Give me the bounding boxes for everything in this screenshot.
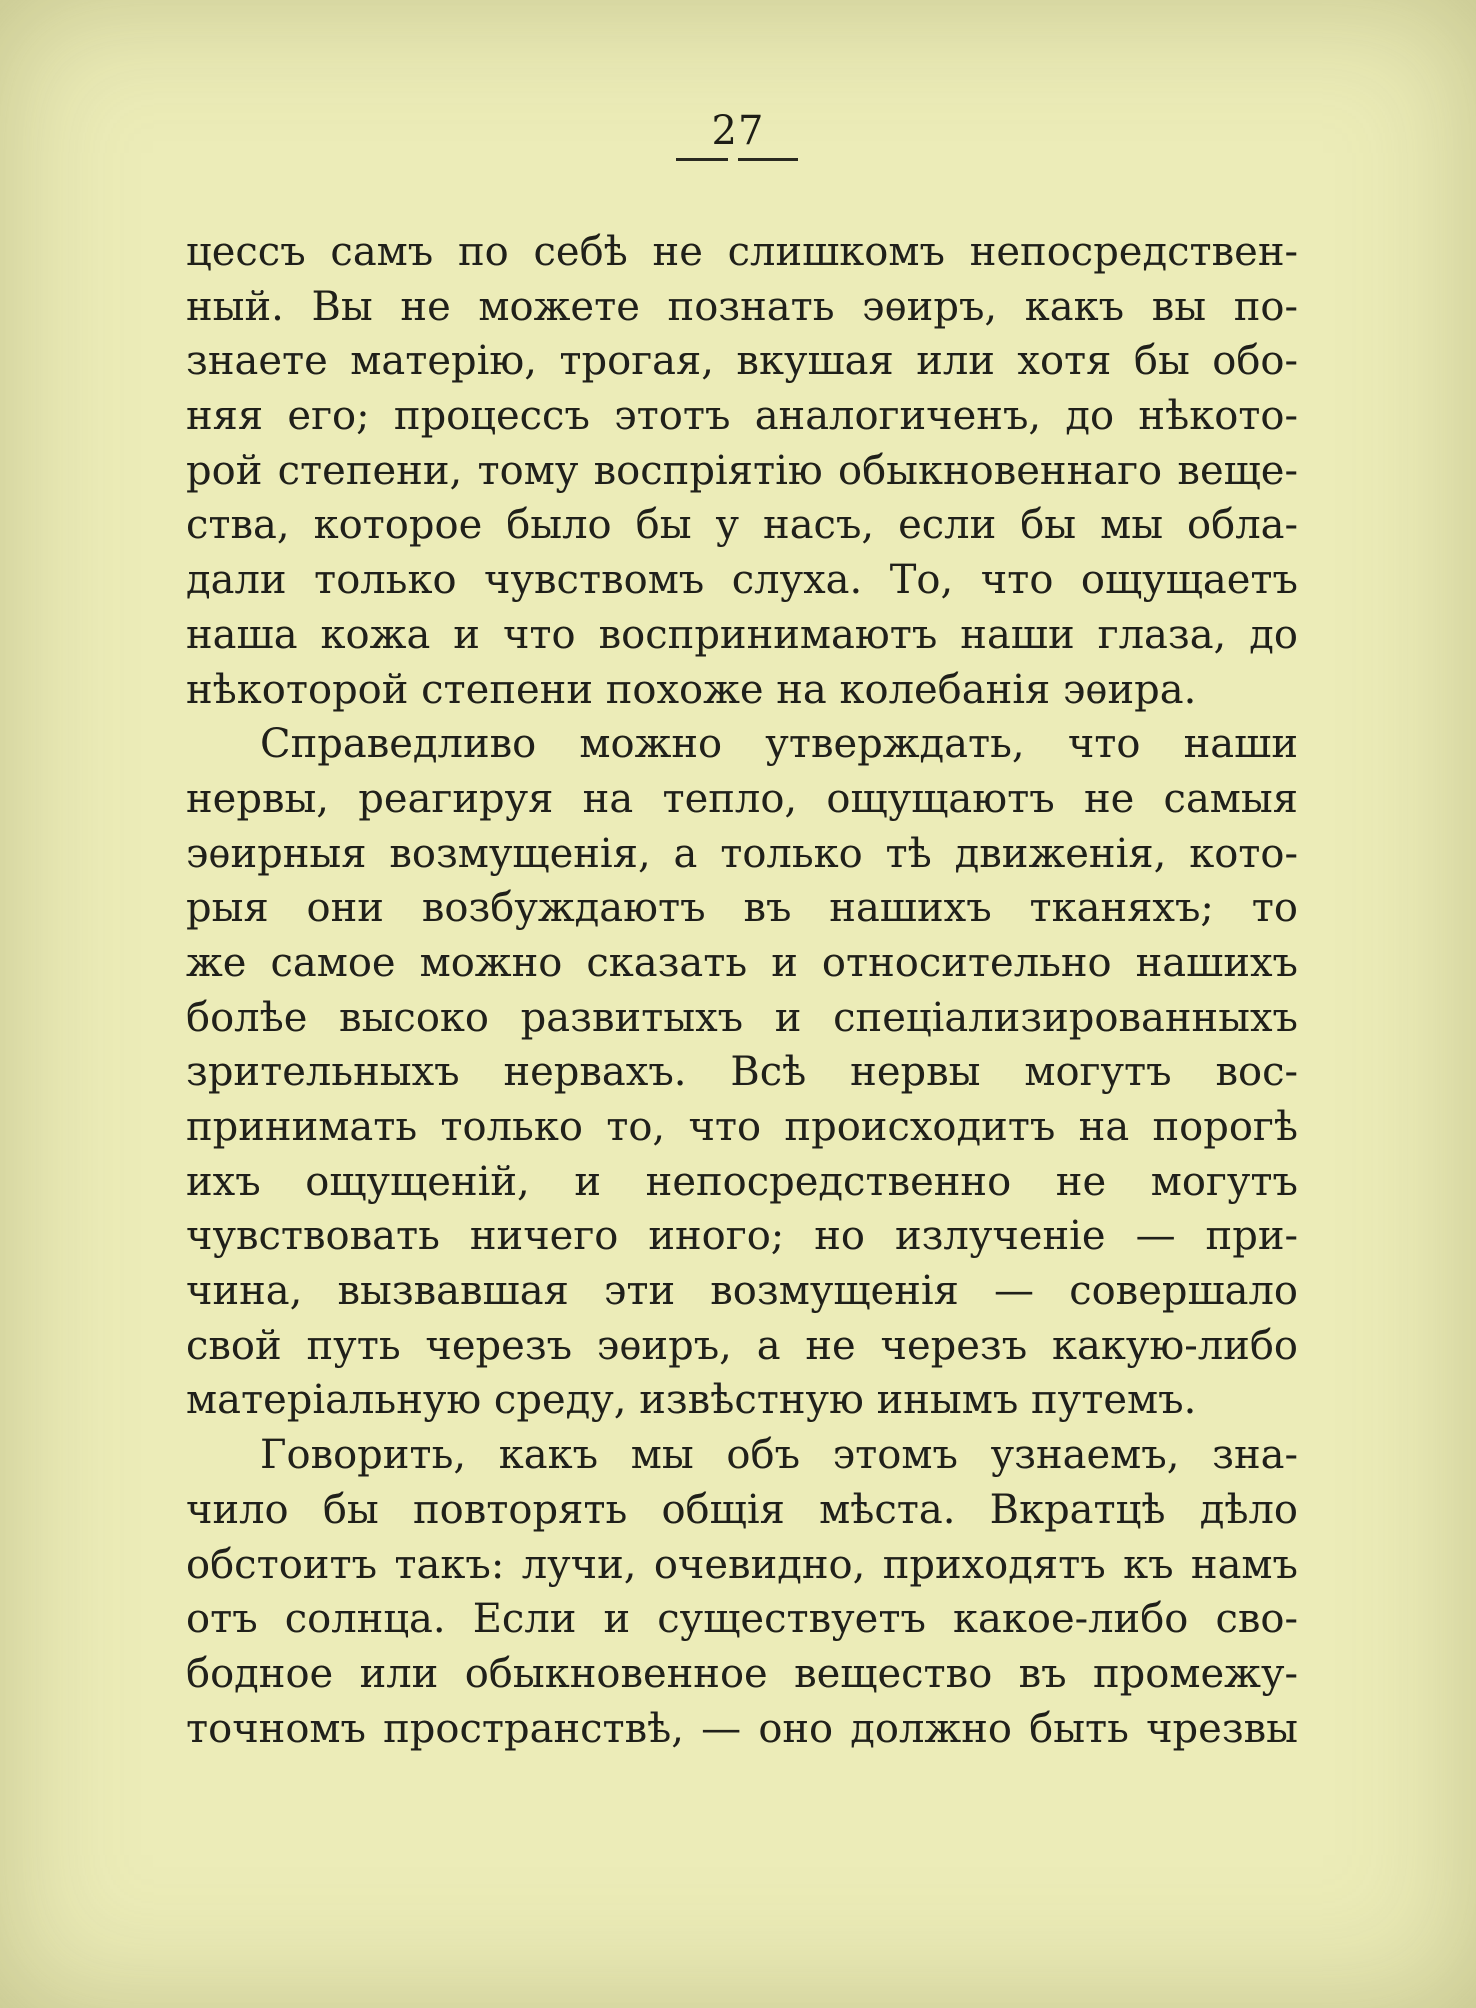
text-line: Говорить, какъ мы объ этомъ узнаемъ, зна- xyxy=(260,1432,1298,1479)
text-line: цессъ самъ по себѣ не слишкомъ непосредствен- xyxy=(186,229,1298,275)
text-line: наша кожа и что воспринимаютъ наши глаза, до xyxy=(186,611,1298,658)
text-line: эѳирныя возмущенія, а только тѣ движенія, кото- xyxy=(186,830,1298,877)
text-line: рыя они возбуждаютъ въ нашихъ тканяхъ; то xyxy=(186,885,1298,932)
text-line: бодное или обыкновенное вещество въ промежу- xyxy=(186,1650,1298,1697)
text-line: болѣе высоко развитыхъ и спеціализированныхъ xyxy=(186,994,1298,1041)
text-line: нѣкоторой степени похоже на колебанія эѳира. xyxy=(186,666,1197,713)
text-line: Справедливо можно утверждать, что наши xyxy=(260,721,1298,768)
text-line: рой степени, тому воспріятію обыкновеннаго веще- xyxy=(186,447,1298,494)
text-line: обстоитъ такъ: лучи, очевидно, приходятъ къ намъ xyxy=(186,1541,1298,1588)
text-line: свой путь черезъ эѳиръ, а не черезъ какую-либо xyxy=(186,1322,1298,1369)
text-line: же самое можно сказать и относительно нашихъ xyxy=(186,939,1298,986)
text-line: дали только чувствомъ слуха. То, что ощущаетъ xyxy=(186,557,1298,604)
page-number-rule-left xyxy=(676,158,728,161)
text-line: зрительныхъ нервахъ. Всѣ нервы могутъ вос- xyxy=(186,1049,1298,1096)
text-line: ства, которое было бы у насъ, если бы мы обла- xyxy=(186,502,1298,549)
text-line: нервы, реагируя на тепло, ощущаютъ не самыя xyxy=(186,775,1298,822)
text-line: матеріальную среду, извѣстную инымъ путемъ. xyxy=(186,1377,1197,1424)
text-line: чило бы повторять общія мѣста. Вкратцѣ дѣло xyxy=(186,1486,1298,1533)
page-number: 27 xyxy=(711,108,765,154)
page-number-rule-right xyxy=(738,158,798,161)
text-line: принимать только то, что происходитъ на порогѣ xyxy=(186,1104,1298,1150)
text-line: чувствовать ничего иного; но излученіе — при- xyxy=(186,1213,1298,1260)
body-text xyxy=(186,225,1298,1756)
text-line: чина, вызвавшая эти возмущенія — совершало xyxy=(186,1268,1298,1315)
text-line: няя его; процессъ этотъ аналогиченъ, до нѣкото- xyxy=(186,393,1298,440)
text-line: знаете матерію, трогая, вкушая или хотя бы обо- xyxy=(186,338,1298,385)
text-line: ихъ ощущеній, и непосредственно не могутъ xyxy=(186,1158,1298,1205)
text-line: точномъ пространствѣ, — оно должно быть чрезвы xyxy=(186,1705,1298,1752)
text-line: ный. Вы не можете познать эѳиръ, какъ вы по- xyxy=(186,283,1298,330)
text-line: отъ солнца. Если и существуетъ какое-либо сво- xyxy=(186,1596,1298,1643)
